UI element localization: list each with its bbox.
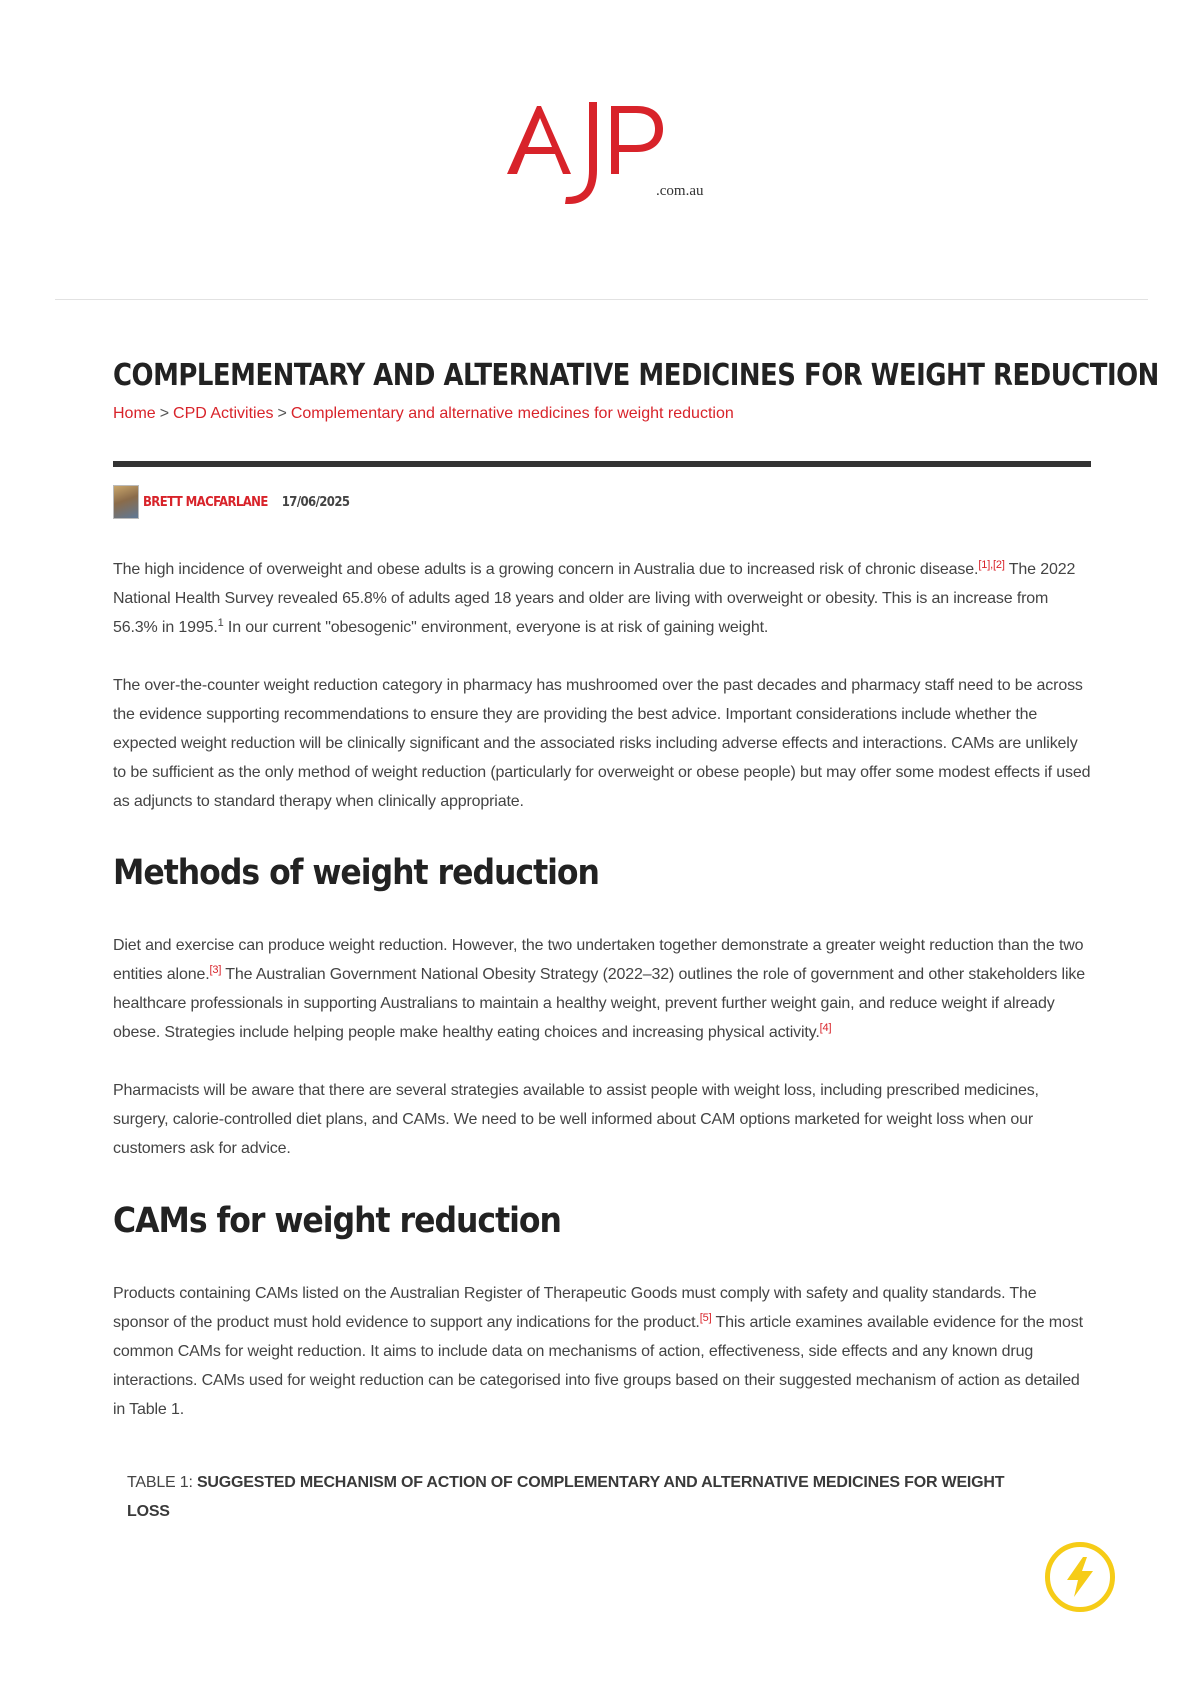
paragraph-text: The high incidence of overweight and obese adults is a growing concern in Australia due to increased risk of chronic disease. (113, 561, 979, 578)
heading-cams: CAMs for weight reduction (113, 1201, 561, 1241)
reference-link[interactable]: [5] (699, 1312, 712, 1324)
reference-link[interactable]: [3] (209, 964, 222, 976)
table-caption (127, 1468, 1027, 1526)
breadcrumb (113, 403, 1091, 425)
table-caption-label: TABLE 1: (127, 1474, 197, 1491)
reference-marker: 1 (217, 617, 224, 629)
site-logo[interactable] (0, 96, 1200, 216)
heading-methods: Methods of weight reduction (113, 853, 599, 893)
paragraph-strategies: Pharmacists will be aware that there are several strategies available to assist people with weight loss, including prescribed medicines, surgery, calorie-controlled diet plans, and CAMs. We need to be well informed about CAM options marketed for weight loss when our customers ask for advice. (113, 1082, 1039, 1157)
page-title: COMPLEMENTARY AND ALTERNATIVE MEDICINES FOR WEIGHT REDUCTION (113, 358, 1159, 393)
lightning-icon (1063, 1555, 1097, 1599)
breadcrumb-home-link[interactable]: Home (113, 405, 156, 422)
quick-action-button[interactable] (1045, 1542, 1115, 1612)
paragraph-text: Products containing CAMs listed on the Australian Register of Therapeutic Goods must comply with safety and quality standards. The sponsor of the product must hold evidence to support any indications for the product. (113, 1285, 1037, 1331)
reference-link[interactable]: [1],[2] (978, 559, 1005, 571)
paragraph-diet-exercise (113, 931, 1091, 1047)
paragraph-intro (113, 555, 1091, 642)
header-divider (55, 299, 1148, 300)
title-divider (113, 461, 1091, 467)
paragraph-text: The Australian Government National Obesity Strategy (2022–32) outlines the role of government and other stakeholders like healthcare professionals in supporting Australians to maintain a healthy weight, prevent further weight gain, and reduce weight if already obese. Strategies include helping people make healthy eating choices and increasing physical activity. (113, 966, 1085, 1041)
paragraph-cams-products (113, 1279, 1091, 1424)
table-caption-title: SUGGESTED MECHANISM OF ACTION OF COMPLEMENTARY AND ALTERNATIVE MEDICINES FOR WEIGHT LOSS (127, 1474, 1005, 1520)
breadcrumb-separator: > (277, 405, 287, 422)
breadcrumb-cpd-activities-link[interactable]: CPD Activities (173, 405, 274, 422)
breadcrumb-current-link[interactable]: Complementary and alternative medicines for weight reduction (290, 405, 734, 422)
author-avatar[interactable] (113, 485, 139, 519)
paragraph-otc-category: The over-the-counter weight reduction category in pharmacy has mushroomed over the past decades and pharmacy staff need to be across the evidence supporting recommendations to ensure they are providing the best advice. Important considerations include whether the expected weight reduction will be clinically significant and the associated risks including adverse effects and interactions. CAMs are unlikely to be sufficient as the only method of weight reduction (particularly for overweight or obese people) but may offer some modest effects if used as adjuncts to standard therapy when clinically appropriate. (113, 677, 1091, 810)
paragraph-text: Diet and exercise can produce weight reduction. However, the two undertaken together demonstrate a greater weight reduction than the two entities alone. (113, 937, 1084, 983)
breadcrumb-separator: > (159, 405, 170, 422)
publish-date: 17/06/2025 (281, 494, 350, 510)
reference-link[interactable]: [4] (819, 1022, 832, 1034)
paragraph-text: This article examines available evidence for the most common CAMs for weight reduction. It aims to include data on mechanisms of action, effectiveness, side effects and any known drug interactions. CAMs used for weight reduction can be categorised into five groups based on their suggested mechanism of action as detailed in Table 1. (113, 1314, 1083, 1418)
byline (113, 486, 1091, 518)
article (113, 356, 1159, 1526)
paragraph-text: In our current "obesogenic" environment, everyone is at risk of gaining weight. (223, 619, 769, 636)
author-link[interactable]: BRETT MACFARLANE (143, 494, 268, 510)
logo-suffix: .com.au (656, 183, 704, 199)
paragraph-text: The 2022 National Health Survey revealed 65.8% of adults aged 18 years and older are living with overweight or obesity. This is an increase from 56.3% in 1995. (113, 561, 1076, 636)
